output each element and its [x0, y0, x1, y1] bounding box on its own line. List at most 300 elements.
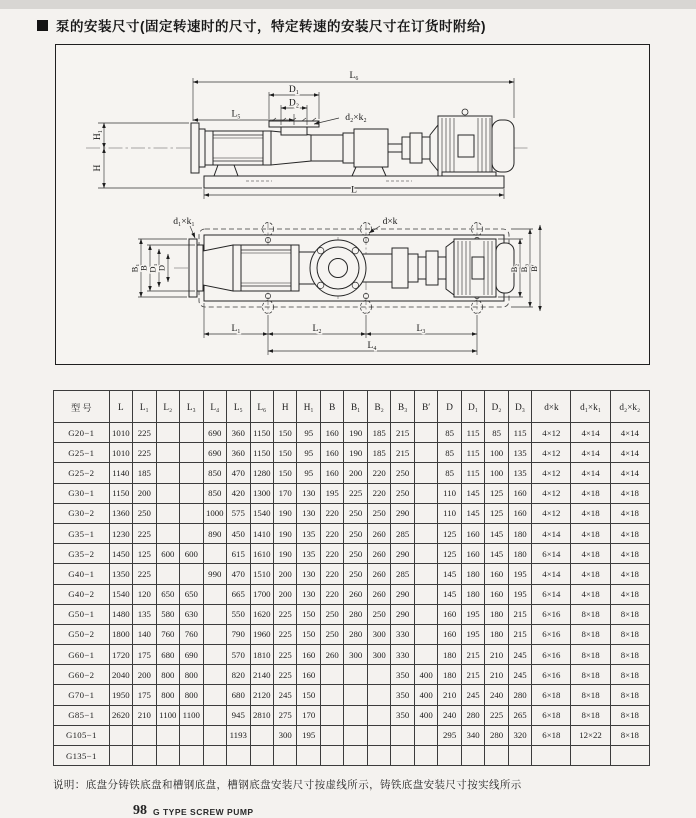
dim-cell: 260	[367, 564, 390, 584]
dim-cell: 350	[391, 685, 414, 705]
dim-cell	[156, 564, 179, 584]
dim-cell	[156, 443, 179, 463]
dim-cell: 135	[133, 604, 156, 624]
dim-cell: 8×18	[610, 705, 649, 725]
dim-cell	[180, 503, 203, 523]
dim-cell	[297, 746, 320, 766]
dim-cell: 1010	[109, 443, 132, 463]
dim-cell: 210	[485, 645, 508, 665]
dim-cell	[344, 725, 367, 745]
dim-label-b3: B₃	[519, 263, 529, 273]
dim-cell	[344, 705, 367, 725]
dim-cell	[414, 483, 437, 503]
column-header: L₄	[203, 391, 226, 423]
table-row	[54, 685, 650, 705]
table-row	[54, 544, 650, 564]
dim-cell: 690	[203, 443, 226, 463]
column-header: d₂×k₂	[610, 391, 649, 423]
dim-cell: 100	[485, 463, 508, 483]
dim-cell: 260	[367, 584, 390, 604]
dim-cell	[133, 746, 156, 766]
table-row	[54, 705, 650, 725]
dim-cell: 250	[344, 503, 367, 523]
dim-cell: 265	[508, 705, 531, 725]
dim-cell: 330	[391, 624, 414, 644]
dim-cell: 245	[508, 645, 531, 665]
dim-cell	[571, 746, 610, 766]
dim-cell: 275	[273, 705, 296, 725]
dim-cell: 2040	[109, 665, 132, 685]
dim-cell: 8×18	[610, 604, 649, 624]
dim-cell: 600	[180, 544, 203, 564]
dim-cell	[203, 725, 226, 745]
column-header: D	[438, 391, 461, 423]
dim-cell: 160	[485, 564, 508, 584]
dim-cell	[414, 463, 437, 483]
dim-cell: 160	[320, 423, 343, 443]
dim-cell: 240	[438, 705, 461, 725]
dim-cell: 890	[203, 523, 226, 543]
dim-cell	[250, 746, 273, 766]
dim-cell: 800	[180, 685, 203, 705]
dim-cell: 225	[133, 564, 156, 584]
dim-label-d1k1: d₁×k₁	[173, 217, 195, 227]
dim-cell: 550	[227, 604, 250, 624]
dim-cell: 2120	[250, 685, 273, 705]
dim-cell: 120	[133, 584, 156, 604]
dim-cell	[414, 523, 437, 543]
dim-label-l4: L₄	[367, 341, 377, 351]
dim-cell: 300	[367, 645, 390, 665]
column-header: D₃	[508, 391, 531, 423]
dim-cell: 990	[203, 564, 226, 584]
table-row	[54, 584, 650, 604]
dim-cell: 160	[461, 523, 484, 543]
dim-label-l1: L₁	[231, 324, 241, 334]
table-row	[54, 746, 650, 766]
dim-cell: 190	[344, 423, 367, 443]
dim-cell	[273, 746, 296, 766]
dim-cell: 135	[508, 443, 531, 463]
dim-cell: 175	[133, 685, 156, 705]
model-cell: G105−1	[54, 725, 110, 745]
dim-cell: 8×18	[571, 624, 610, 644]
dim-cell: 150	[273, 463, 296, 483]
dim-cell: 175	[133, 645, 156, 665]
dim-cell: 145	[485, 544, 508, 564]
dim-cell: 1620	[250, 604, 273, 624]
dim-cell: 360	[227, 443, 250, 463]
dim-cell: 180	[508, 544, 531, 564]
dim-cell: 650	[180, 584, 203, 604]
dim-cell	[610, 746, 649, 766]
footnote: 说明：底盘分铸铁底盘和槽钢底盘，槽钢底盘安装尺寸按虚线所示，铸铁底盘安装尺寸按实线所示	[53, 780, 522, 791]
dim-cell: 1230	[109, 523, 132, 543]
dim-cell: 145	[438, 564, 461, 584]
dim-label-b1: B₁	[129, 263, 140, 273]
pump-drawing	[56, 45, 647, 362]
dim-cell: 85	[438, 423, 461, 443]
dim-cell	[180, 483, 203, 503]
dim-cell: 6×14	[532, 544, 571, 564]
dim-cell	[508, 746, 531, 766]
plan-view-drawing	[174, 222, 528, 314]
dim-cell: 4×18	[571, 564, 610, 584]
dim-cell: 225	[273, 665, 296, 685]
dim-cell: 130	[297, 483, 320, 503]
dim-cell: 295	[438, 725, 461, 745]
dim-cell: 185	[367, 443, 390, 463]
dim-cell: 190	[273, 503, 296, 523]
dim-cell: 200	[273, 584, 296, 604]
dim-cell	[203, 746, 226, 766]
dim-cell: 220	[367, 483, 390, 503]
dim-cell: 8×18	[610, 685, 649, 705]
dim-cell: 1150	[250, 423, 273, 443]
dim-cell: 850	[203, 463, 226, 483]
dim-cell: 800	[156, 685, 179, 705]
dim-cell: 1950	[109, 685, 132, 705]
dim-cell: 8×18	[571, 604, 610, 624]
dim-cell: 280	[344, 624, 367, 644]
dim-cell: 285	[391, 523, 414, 543]
dim-cell: 95	[297, 463, 320, 483]
dim-cell: 125	[438, 523, 461, 543]
model-cell: G20−1	[54, 423, 110, 443]
dim-label-h: H	[93, 164, 103, 172]
dim-cell: 1540	[109, 584, 132, 604]
dim-cell: 85	[438, 443, 461, 463]
dim-cell: 195	[508, 564, 531, 584]
column-header: B₃	[391, 391, 414, 423]
dim-cell: 575	[227, 503, 250, 523]
dim-cell: 1720	[109, 645, 132, 665]
dim-cell: 400	[414, 665, 437, 685]
dim-cell: 250	[320, 624, 343, 644]
dim-cell: 1800	[109, 624, 132, 644]
model-cell: G40−2	[54, 584, 110, 604]
dim-cell: 1100	[156, 705, 179, 725]
drawing-panel	[55, 44, 650, 365]
dim-cell: 4×18	[571, 584, 610, 604]
dim-cell: 240	[485, 685, 508, 705]
dim-cell: 125	[485, 503, 508, 523]
dim-cell: 600	[156, 544, 179, 564]
dim-cell: 280	[344, 604, 367, 624]
dim-cell: 260	[367, 523, 390, 543]
column-header: L₂	[156, 391, 179, 423]
dim-cell: 680	[227, 685, 250, 705]
dim-cell: 1700	[250, 584, 273, 604]
dim-cell: 180	[461, 584, 484, 604]
dim-cell	[414, 624, 437, 644]
model-cell: G70−1	[54, 685, 110, 705]
dim-cell: 220	[320, 584, 343, 604]
column-header: 型 号	[54, 391, 110, 423]
dim-cell	[203, 624, 226, 644]
dim-cell: 340	[461, 725, 484, 745]
column-header: L₃	[180, 391, 203, 423]
dim-cell: 1140	[109, 463, 132, 483]
dim-cell: 115	[461, 423, 484, 443]
dim-cell: 95	[297, 443, 320, 463]
dim-cell: 250	[344, 544, 367, 564]
dim-cell	[156, 523, 179, 543]
dim-cell: 1150	[109, 483, 132, 503]
column-header: B′	[414, 391, 437, 423]
dim-cell: 200	[344, 463, 367, 483]
table-row	[54, 503, 650, 523]
dim-cell: 215	[461, 665, 484, 685]
dim-cell: 2810	[250, 705, 273, 725]
dim-cell	[180, 564, 203, 584]
dim-cell: 8×18	[571, 685, 610, 705]
column-header: B₁	[344, 391, 367, 423]
dim-cell: 250	[344, 523, 367, 543]
dim-cell: 1480	[109, 604, 132, 624]
dim-cell	[532, 746, 571, 766]
table-row	[54, 564, 650, 584]
dim-cell	[320, 746, 343, 766]
dim-cell: 4×14	[571, 443, 610, 463]
dim-cell: 6×14	[532, 584, 571, 604]
dim-cell: 85	[438, 463, 461, 483]
dim-cell	[414, 544, 437, 564]
dim-cell: 210	[485, 665, 508, 685]
dim-label-plan-d1: D₁	[147, 263, 158, 273]
dim-cell: 400	[414, 705, 437, 725]
dim-cell: 1010	[109, 423, 132, 443]
dim-cell: 150	[297, 624, 320, 644]
dim-cell: 250	[133, 503, 156, 523]
table-row	[54, 423, 650, 443]
dim-cell: 290	[391, 604, 414, 624]
dim-cell: 4×12	[532, 423, 571, 443]
dim-cell: 250	[391, 483, 414, 503]
column-header: H	[273, 391, 296, 423]
dim-cell	[414, 645, 437, 665]
dim-cell	[414, 584, 437, 604]
dim-cell: 800	[156, 665, 179, 685]
model-cell: G25−1	[54, 443, 110, 463]
dim-cell: 4×14	[610, 443, 649, 463]
table-row	[54, 523, 650, 543]
dim-cell: 1540	[250, 503, 273, 523]
dim-cell	[203, 544, 226, 564]
dim-cell	[414, 604, 437, 624]
dim-label-l3: L₃	[416, 324, 426, 334]
dim-cell: 6×16	[532, 645, 571, 665]
dim-cell: 215	[391, 423, 414, 443]
dimension-table-wrap	[53, 390, 650, 766]
dim-cell: 150	[297, 685, 320, 705]
dim-cell	[250, 725, 273, 745]
dim-cell: 4×18	[610, 483, 649, 503]
dim-cell	[109, 725, 132, 745]
dim-cell: 1100	[180, 705, 203, 725]
dim-cell: 6×16	[532, 624, 571, 644]
dim-cell	[203, 665, 226, 685]
dim-cell	[414, 564, 437, 584]
dim-cell: 180	[438, 645, 461, 665]
dim-cell: 300	[344, 645, 367, 665]
dim-cell: 615	[227, 544, 250, 564]
dim-cell	[438, 746, 461, 766]
dim-cell: 1300	[250, 483, 273, 503]
dim-cell: 290	[391, 584, 414, 604]
column-header: d₁×k₁	[571, 391, 610, 423]
dim-cell: 4×18	[610, 564, 649, 584]
dim-cell: 2620	[109, 705, 132, 725]
dim-cell: 170	[273, 483, 296, 503]
dim-cell: 185	[367, 423, 390, 443]
dim-cell: 180	[485, 604, 508, 624]
dim-cell: 1810	[250, 645, 273, 665]
dim-cell: 420	[227, 483, 250, 503]
dim-cell: 130	[297, 503, 320, 523]
dim-label-l6: L₆	[349, 71, 359, 81]
dim-cell: 145	[485, 523, 508, 543]
dim-cell	[133, 725, 156, 745]
dim-cell: 160	[508, 503, 531, 523]
table-header-row	[54, 391, 650, 423]
dim-cell: 225	[133, 523, 156, 543]
dim-cell: 225	[344, 483, 367, 503]
dim-cell: 130	[297, 564, 320, 584]
dim-cell	[414, 443, 437, 463]
dim-cell: 400	[414, 685, 437, 705]
model-cell: G35−2	[54, 544, 110, 564]
dim-cell: 115	[461, 443, 484, 463]
dim-cell	[156, 503, 179, 523]
dim-cell: 135	[508, 463, 531, 483]
dim-cell: 160	[508, 483, 531, 503]
dim-cell: 850	[203, 483, 226, 503]
dim-cell: 6×18	[532, 725, 571, 745]
dim-cell: 280	[461, 705, 484, 725]
dim-cell	[367, 725, 390, 745]
dim-cell	[414, 423, 437, 443]
dim-cell: 8×18	[571, 665, 610, 685]
dim-cell: 245	[461, 685, 484, 705]
dim-cell: 4×14	[610, 423, 649, 443]
dim-cell: 215	[461, 645, 484, 665]
dim-cell: 4×14	[532, 523, 571, 543]
dim-cell: 4×18	[610, 544, 649, 564]
model-cell: G50−2	[54, 624, 110, 644]
dim-cell	[109, 746, 132, 766]
dim-cell	[344, 746, 367, 766]
dim-cell: 2140	[250, 665, 273, 685]
dim-cell: 570	[227, 645, 250, 665]
dim-cell: 1280	[250, 463, 273, 483]
dim-cell: 4×12	[532, 443, 571, 463]
dim-cell: 350	[391, 665, 414, 685]
dim-cell: 290	[391, 503, 414, 523]
dim-cell	[156, 463, 179, 483]
dim-cell: 225	[273, 624, 296, 644]
dim-cell: 250	[367, 503, 390, 523]
dim-cell: 215	[508, 624, 531, 644]
dim-label-l2: L₂	[312, 324, 322, 334]
dim-cell	[203, 685, 226, 705]
model-cell: G25−2	[54, 463, 110, 483]
dim-cell: 185	[133, 463, 156, 483]
dim-label-b2: B₂	[509, 263, 519, 273]
dim-label-d1: D₁	[288, 85, 300, 95]
dim-cell: 195	[320, 483, 343, 503]
dim-cell: 150	[297, 604, 320, 624]
dim-cell: 4×18	[610, 523, 649, 543]
model-cell: G30−1	[54, 483, 110, 503]
dim-cell: 210	[133, 705, 156, 725]
dim-cell: 160	[461, 544, 484, 564]
column-header: L₅	[227, 391, 250, 423]
table-row	[54, 624, 650, 644]
dim-cell: 225	[133, 443, 156, 463]
dim-cell: 150	[273, 443, 296, 463]
dim-cell	[344, 665, 367, 685]
model-cell: G60−1	[54, 645, 110, 665]
dim-cell	[203, 584, 226, 604]
dim-cell	[414, 725, 437, 745]
dim-cell: 690	[180, 645, 203, 665]
dim-cell: 630	[180, 604, 203, 624]
dim-cell	[156, 483, 179, 503]
dim-cell: 160	[297, 645, 320, 665]
dim-cell	[367, 705, 390, 725]
page-title: 泵的安装尺寸(固定转速时的尺寸，特定转速的安装尺寸在订货时附给)	[56, 19, 486, 34]
dim-cell: 125	[133, 544, 156, 564]
dim-cell: 650	[156, 584, 179, 604]
dim-cell: 160	[438, 624, 461, 644]
dim-cell: 6×16	[532, 604, 571, 624]
dim-cell: 6×16	[532, 665, 571, 685]
dim-cell: 800	[180, 665, 203, 685]
dim-cell	[414, 746, 437, 766]
dim-cell: 220	[320, 523, 343, 543]
column-header: D₂	[485, 391, 508, 423]
dim-cell: 1450	[109, 544, 132, 564]
dim-cell: 160	[320, 443, 343, 463]
dim-cell	[180, 523, 203, 543]
table-row	[54, 665, 650, 685]
table-row	[54, 645, 650, 665]
dim-cell: 115	[508, 423, 531, 443]
dim-cell: 8×18	[610, 645, 649, 665]
dim-cell: 1610	[250, 544, 273, 564]
dim-label-b: B	[138, 265, 149, 271]
dim-cell: 760	[156, 624, 179, 644]
model-cell: G35−1	[54, 523, 110, 543]
dim-cell	[320, 705, 343, 725]
page-number: 98	[133, 803, 147, 818]
column-header: H₁	[297, 391, 320, 423]
dim-cell: 250	[391, 463, 414, 483]
dim-cell	[180, 746, 203, 766]
dim-cell: 4×18	[610, 584, 649, 604]
dim-cell: 580	[156, 604, 179, 624]
model-cell: G85−1	[54, 705, 110, 725]
dim-cell: 110	[438, 503, 461, 523]
dim-cell: 12×22	[571, 725, 610, 745]
dim-cell: 4×12	[532, 463, 571, 483]
dim-label-dk: d×k	[382, 217, 398, 227]
dim-cell: 470	[227, 463, 250, 483]
dim-cell: 160	[438, 604, 461, 624]
dim-cell: 195	[461, 624, 484, 644]
dim-cell: 1510	[250, 564, 273, 584]
